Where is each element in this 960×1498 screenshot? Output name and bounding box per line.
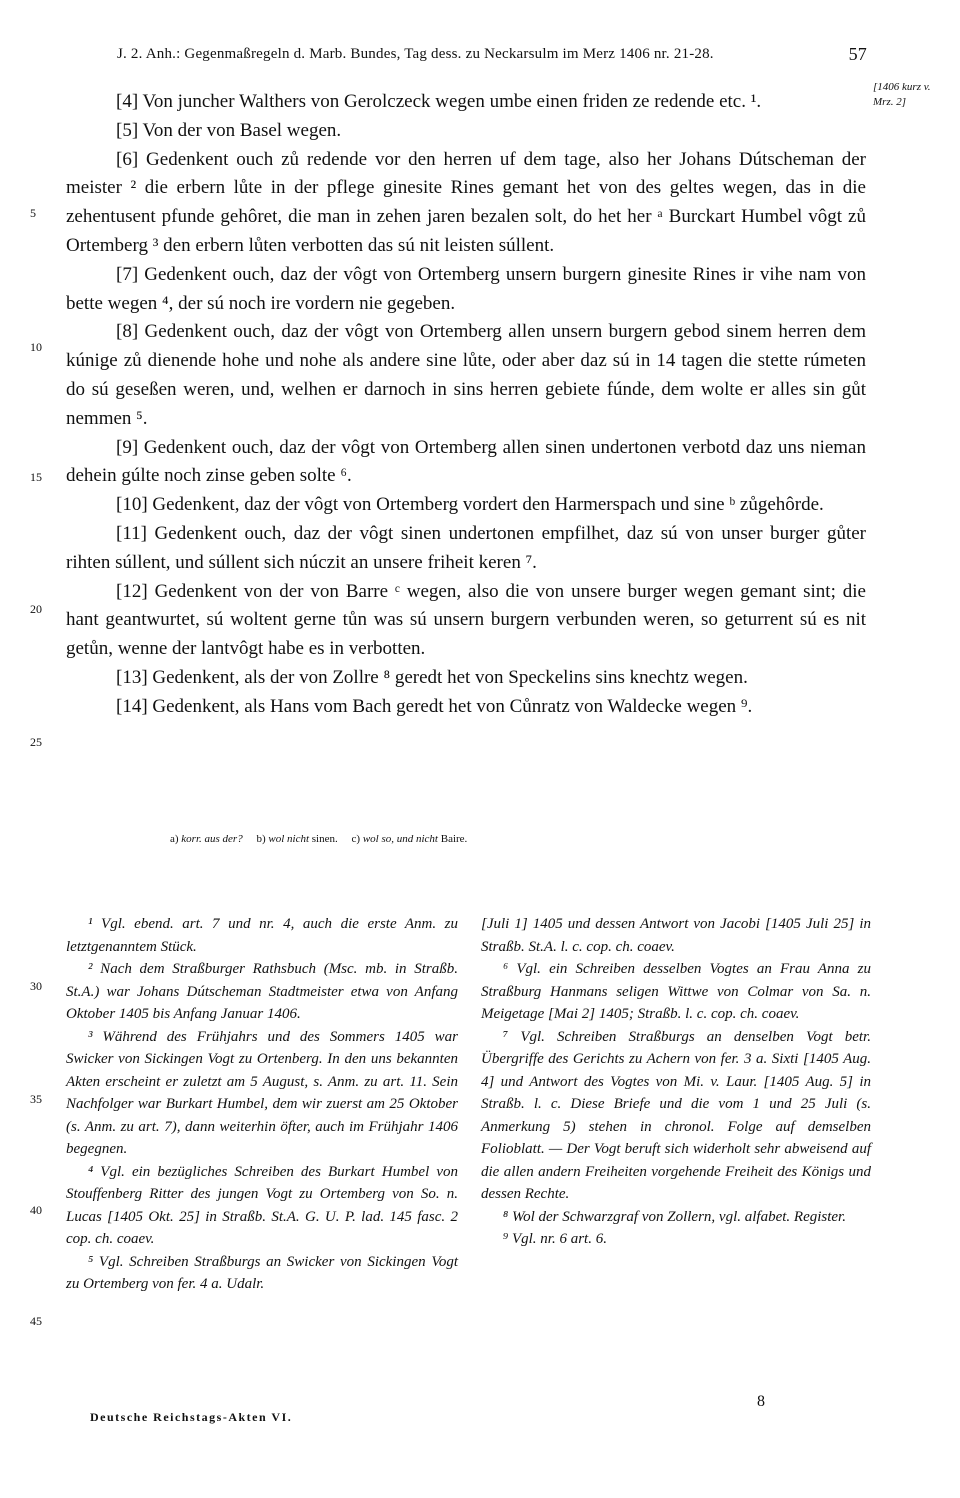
margin-date-note: [1406 kurz v. Mrz. 2] [873, 81, 931, 108]
main-text [66, 88, 866, 722]
paragraph-13: [13] Gedenkent, als der von Zollre ⁸ geredt het von Speckelins sins knechtz wegen. [116, 666, 748, 688]
paragraph-8: [8] Gedenkent ouch, daz der vôgt von Ortemberg allen unsern burgern gebod sinem herren dem kúnige zů dienende hohe und nohe als andere sine lůte, oder aber daz sú in 14 tagen die stette rúmeten do sú geseßen weren, und, welhen er darnoch in sins herren gebiete fúnde, dem wolte er alles sin gůt nemmen ⁵. [66, 321, 866, 429]
line-number: 15 [30, 470, 42, 484]
footnote-3: ³ Während des Frühjahrs und des Sommers 1405 war Swicker von Sickingen Vogt zu Ortenberg. In den uns bekannten Akten erscheint er zuletzt am 5 August, s. Anm. zu art. 11. Sein Nachfolger war Burkart Humbel, dem wir zuerst am 25 Oktober (s. Anm. zu art. 7), dann weiterhin öfter, auch im Frühjahr 1406 begegnen. [66, 1028, 458, 1157]
line-number: 25 [30, 735, 42, 749]
paragraph-4: [4] Von juncher Walthers von Gerolczeck wegen umbe einen friden ze redende etc. ¹. [116, 91, 762, 112]
paragraph-7: [7] Gedenkent ouch, daz der vôgt von Ortemberg unsern burgern ginesite Rines ir vihe nam von bette wegen ⁴, der sú noch ire vordern nie gegeben. [66, 263, 866, 314]
line-number: 10 [30, 340, 42, 354]
apparatus-c-text: Baire. [440, 833, 468, 845]
apparatus-a-sigil: a) [170, 833, 179, 845]
paragraph-9: [9] Gedenkent ouch, daz der vôgt von Ortemberg allen sinen undertonen verbotd daz uns nieman dehein gúlte noch zinse geben solte ⁶. [66, 436, 866, 487]
footnote-1: ¹ Vgl. ebend. art. 7 und nr. 4, auch die erste Anm. zu letztgenanntem Stück. [66, 916, 458, 955]
header-title: J. 2. Anh.: Gegenmaßregeln d. Marb. Bundes, Tag dess. zu Neckarsulm im Merz 1406 nr. 21-28. [117, 46, 714, 62]
line-number: 45 [30, 1314, 42, 1328]
footnotes-right-column [481, 913, 871, 1251]
footnote-8: ⁸ Wol der Schwarzgraf von Zollern, vgl. alfabet. Register. [503, 1208, 846, 1225]
sheet-number: 8 [757, 1393, 765, 1410]
paragraph-11: [11] Gedenkent ouch, daz der vôgt sinen undertonen empfilhet, daz sú von unser burger gůter rihten súllent, und súllent sich núczit an unsere friheit keren ⁷. [66, 522, 866, 573]
apparatus-b-italic: wol nicht [268, 833, 310, 845]
apparatus-c-italic: wol so, und nicht [362, 833, 438, 845]
footnote-4: ⁴ Vgl. ein bezügliches Schreiben des Burkart Humbel von Stouffenberg Ritter des jungen Vogt zu Ortemberg von So. n. Lucas [1405 Okt. 25] in Straßb. St.A. G. U. P. lad. 145 fasc. 2 cop. ch. coaev. [66, 1163, 458, 1247]
paragraph-10: [10] Gedenkent, daz der vôgt von Ortemberg vordert den Harmerspach und sine ᵇ zůgehôrde. [116, 494, 824, 516]
paragraph-14: [14] Gedenkent, als Hans vom Bach geredt het von Cůnratz von Waldecke wegen ⁹. [116, 695, 753, 717]
apparatus-c-sigil: c) [351, 833, 361, 845]
apparatus-b-sigil: b) [256, 833, 266, 845]
line-number: 35 [30, 1092, 42, 1106]
series-signature: Deutsche Reichstags-Akten VI. [90, 1410, 293, 1424]
page-number: 57 [848, 44, 867, 64]
critical-apparatus [170, 833, 467, 845]
apparatus-b-text: sinen. [311, 833, 338, 845]
paragraph-12: [12] Gedenkent von der von Barre ᶜ wegen, also die von unsere burger wegen gemant sint; die hant geantwurtet, sú woltent gerne tůn was sú unsern burgern verbunden weren, so geturrent sú es nit getůn, wenne der lantvôgt habe es in verbotten. [66, 580, 866, 660]
footnote-7: ⁷ Vgl. Schreiben Straßburgs an denselben Vogt betr. Übergriffe des Gerichts zu Achern von fer. 3 a. Sixti [1405 Aug. 4] und Antwort des Vogtes von Mi. v. Laur. [1405 Aug. 5] in Straßb. l. c. Diese Briefe und die vom 1 und 25 Juli (s. Anmerkung 5) stehen in chronol. Folge auf demselben Folioblatt. — Der Vogt beruft sich widerholt sehr abweisend auf die allen andern Freiheiten vorgehende Freiheit des Königs und dessen Rechte. [481, 1028, 871, 1202]
line-number: 5 [30, 206, 36, 220]
footnote-5: ⁵ Vgl. Schreiben Straßburgs an Swicker von Sickingen Vogt zu Ortemberg von fer. 4 a. Udalr. [66, 1253, 458, 1292]
footnote-6: ⁶ Vgl. ein Schreiben desselben Vogtes an Frau Anna zu Straßburg Hanmans seligen Wittwe von Colmar von Sa. n. Meigetage [Mai 2] 1405; Straßb. l. c. cop. ch. coaev. [481, 961, 871, 1022]
line-number: 20 [30, 602, 42, 616]
footnotes-left-column [66, 913, 458, 1296]
apparatus-a-text: korr. aus der? [181, 833, 243, 845]
footnote-5-continued: [Juli 1] 1405 und dessen Antwort von Jacobi [1405 Juli 25] in Straßb. St.A. l. c. cop. ch. coaev. [481, 916, 871, 955]
footnote-2: ² Nach dem Straßburger Rathsbuch (Msc. mb. in Straßb. St.A.) war Johans Dútscheman Stadtmeister etwa von Anfang Oktober 1405 bis Anfang Januar 1406. [66, 961, 458, 1022]
paragraph-5: [5] Von der von Basel wegen. [116, 119, 342, 141]
line-number: 30 [30, 979, 42, 993]
paragraph-6: [6] Gedenkent ouch zů redende vor den herren uf dem tage, also her Johans Dútscheman der meister ² die erbern lůte in der pflege ginesite Rines gemant het von des geltes wegen, das in die zehentusent pfunde gehôret, die man in zehen jaren bezalen solt, do het her ᵃ Burckart Humbel vôgt zů Ortemberg ³ den erbern lůten verbotten das sú nit leisten súllent. [66, 148, 866, 256]
footnote-9: ⁹ Vgl. nr. 6 art. 6. [503, 1231, 607, 1247]
line-number: 40 [30, 1203, 42, 1217]
